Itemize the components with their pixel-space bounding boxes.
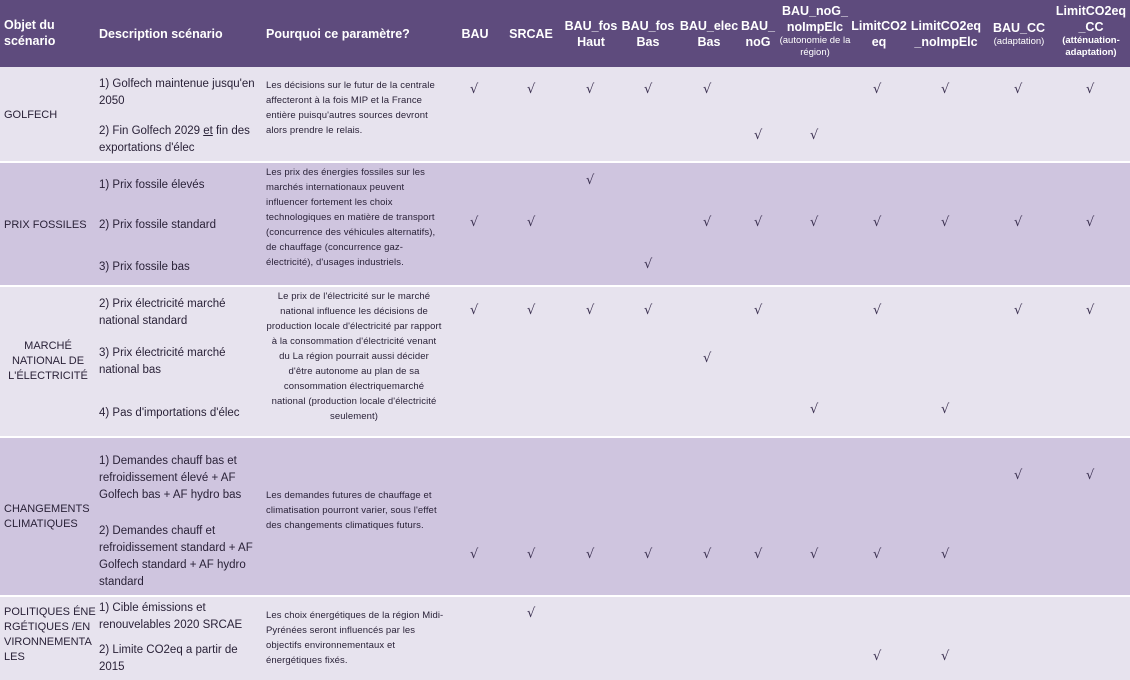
row-description: 2) Limite CO2eq a partir de 2015 bbox=[99, 644, 238, 673]
check-mark: √ bbox=[470, 215, 479, 230]
objet-golfech: GOLFECH bbox=[4, 109, 58, 121]
check-mark: √ bbox=[703, 82, 712, 97]
row-description: 1) Demandes chauff bas et refroidissement élevé + AF Golfech bas + AF hydro bas bbox=[99, 455, 242, 501]
row-description: 2) Fin Golfech 2029 et fin des exportations d'élec bbox=[99, 125, 250, 154]
check-mark: √ bbox=[586, 303, 595, 318]
check-mark: √ bbox=[754, 303, 763, 318]
check-mark: √ bbox=[527, 215, 536, 230]
check-mark: √ bbox=[470, 303, 479, 318]
check-mark: √ bbox=[586, 173, 595, 188]
check-mark: √ bbox=[1014, 303, 1023, 318]
col-header-srcae: SRCAE bbox=[509, 27, 553, 41]
header-description: Description scénario bbox=[99, 27, 223, 41]
check-mark: √ bbox=[941, 649, 950, 664]
pourquoi-prix-fossiles: Les prix des énergies fossiles sur les marchés internationaux peuvent influencer fortement les choix technologiques en matière de transport (concurrence des véhicules alternatifs), de chauffage (concurrence gaz-électricité), d'usages industriels. bbox=[266, 167, 436, 268]
pourquoi-politiques: Les choix énergétiques de la région Midi-Pyrénées seront influencés par les objectifs environnementaux et énergétiques fixés. bbox=[266, 610, 444, 666]
col-header-bau-fos-bas: BAU_fos Bas bbox=[621, 19, 675, 49]
check-mark: √ bbox=[527, 82, 536, 97]
check-mark: √ bbox=[754, 215, 763, 230]
check-mark: √ bbox=[810, 215, 819, 230]
check-mark: √ bbox=[1086, 468, 1095, 483]
check-mark: √ bbox=[586, 547, 595, 562]
col-header-bau-fos-haut: BAU_fos Haut bbox=[564, 19, 618, 49]
row-description: 2) Prix électricité marché national standard bbox=[99, 298, 226, 327]
check-mark: √ bbox=[873, 649, 882, 664]
check-mark: √ bbox=[941, 215, 950, 230]
row-description: 3) Prix électricité marché national bas bbox=[99, 347, 226, 376]
check-mark: √ bbox=[527, 547, 536, 562]
check-mark: √ bbox=[644, 303, 653, 318]
row-description: 3) Prix fossile bas bbox=[99, 261, 190, 273]
objet-changements-climatiques: CHANGEMENTS CLIMATIQUES bbox=[4, 503, 90, 530]
row-description: 1) Golfech maintenue jusqu'en 2050 bbox=[99, 78, 255, 107]
check-mark: √ bbox=[470, 82, 479, 97]
check-mark: √ bbox=[644, 82, 653, 97]
col-header-bau-cc: BAU_CC (adaptation) bbox=[992, 21, 1046, 47]
check-mark: √ bbox=[1014, 215, 1023, 230]
check-mark: √ bbox=[754, 547, 763, 562]
check-mark: √ bbox=[810, 547, 819, 562]
col-header-bau-nog-noimpelc: BAU_noG_ noImpElc (autonomie de la région) bbox=[779, 4, 851, 58]
col-header-bau-nog: BAU_ noG bbox=[740, 19, 776, 49]
check-mark: √ bbox=[810, 402, 819, 417]
check-mark: √ bbox=[470, 547, 479, 562]
check-mark: √ bbox=[1014, 82, 1023, 97]
col-header-limitco2eq: LimitCO2 eq bbox=[851, 19, 907, 49]
check-mark: √ bbox=[703, 351, 712, 366]
check-mark: √ bbox=[873, 547, 882, 562]
col-header-limitco2eq-cc: LimitCO2eq _CC (atténuation-adaptation) bbox=[1055, 4, 1127, 58]
objet-marche-electricite: MARCHÉ NATIONAL DE L'ÉLECTRICITÉ bbox=[8, 340, 88, 382]
col-header-limitco2eq-noimpelc: LimitCO2eq _noImpElc bbox=[910, 19, 982, 49]
check-mark: √ bbox=[1086, 82, 1095, 97]
check-mark: √ bbox=[873, 82, 882, 97]
col-header-bau-elec-bas: BAU_elec Bas bbox=[679, 19, 739, 49]
check-mark: √ bbox=[527, 606, 536, 621]
check-mark: √ bbox=[941, 547, 950, 562]
check-mark: √ bbox=[1014, 468, 1023, 483]
header-objet: Objet du scénario bbox=[4, 18, 56, 48]
row-description: 1) Cible émissions et renouvelables 2020 SRCAE bbox=[99, 602, 243, 631]
pourquoi-marche-electricite: Le prix de l'électricité sur le marché national influence les décisions de production locale d'électricité par rapport à la consommation d'électricité venant du La région pourrait aussi décider d'être autonome au plan de sa consommation électriquemarché national (production locale d'électricité seulement) bbox=[266, 291, 442, 422]
check-mark: √ bbox=[1086, 303, 1095, 318]
pourquoi-golfech: Les décisions sur le futur de la centrale affecteront à la fois MIP et la France entière puisqu'autres sources devront alors prendre le relais. bbox=[266, 80, 435, 136]
pourquoi-changements-climatiques: Les demandes futures de chauffage et climatisation pourront varier, sous l'effet des changements climatiques futurs. bbox=[266, 490, 437, 531]
check-mark: √ bbox=[941, 82, 950, 97]
check-mark: √ bbox=[644, 547, 653, 562]
check-mark: √ bbox=[703, 215, 712, 230]
col-header-bau: BAU bbox=[461, 27, 489, 41]
check-mark: √ bbox=[873, 303, 882, 318]
row-description: 1) Prix fossile élevés bbox=[99, 179, 205, 191]
check-mark: √ bbox=[703, 547, 712, 562]
check-mark: √ bbox=[586, 82, 595, 97]
check-mark: √ bbox=[1086, 215, 1095, 230]
row-description: 4) Pas d'importations d'élec bbox=[99, 407, 240, 419]
row-description: 2) Prix fossile standard bbox=[99, 219, 216, 231]
row-description: 2) Demandes chauff et refroidissement standard + AF Golfech standard + AF hydro standard bbox=[99, 525, 253, 588]
objet-prix-fossiles: PRIX FOSSILES bbox=[4, 219, 87, 231]
check-mark: √ bbox=[810, 128, 819, 143]
check-mark: √ bbox=[754, 128, 763, 143]
check-mark: √ bbox=[527, 303, 536, 318]
header-pourquoi: Pourquoi ce paramètre? bbox=[266, 27, 410, 41]
check-mark: √ bbox=[644, 257, 653, 272]
check-mark: √ bbox=[941, 402, 950, 417]
objet-politiques: POLITIQUES ÉNERGÉTIQUES /ENVIRONNEMENTALES bbox=[4, 606, 96, 663]
check-mark: √ bbox=[873, 215, 882, 230]
